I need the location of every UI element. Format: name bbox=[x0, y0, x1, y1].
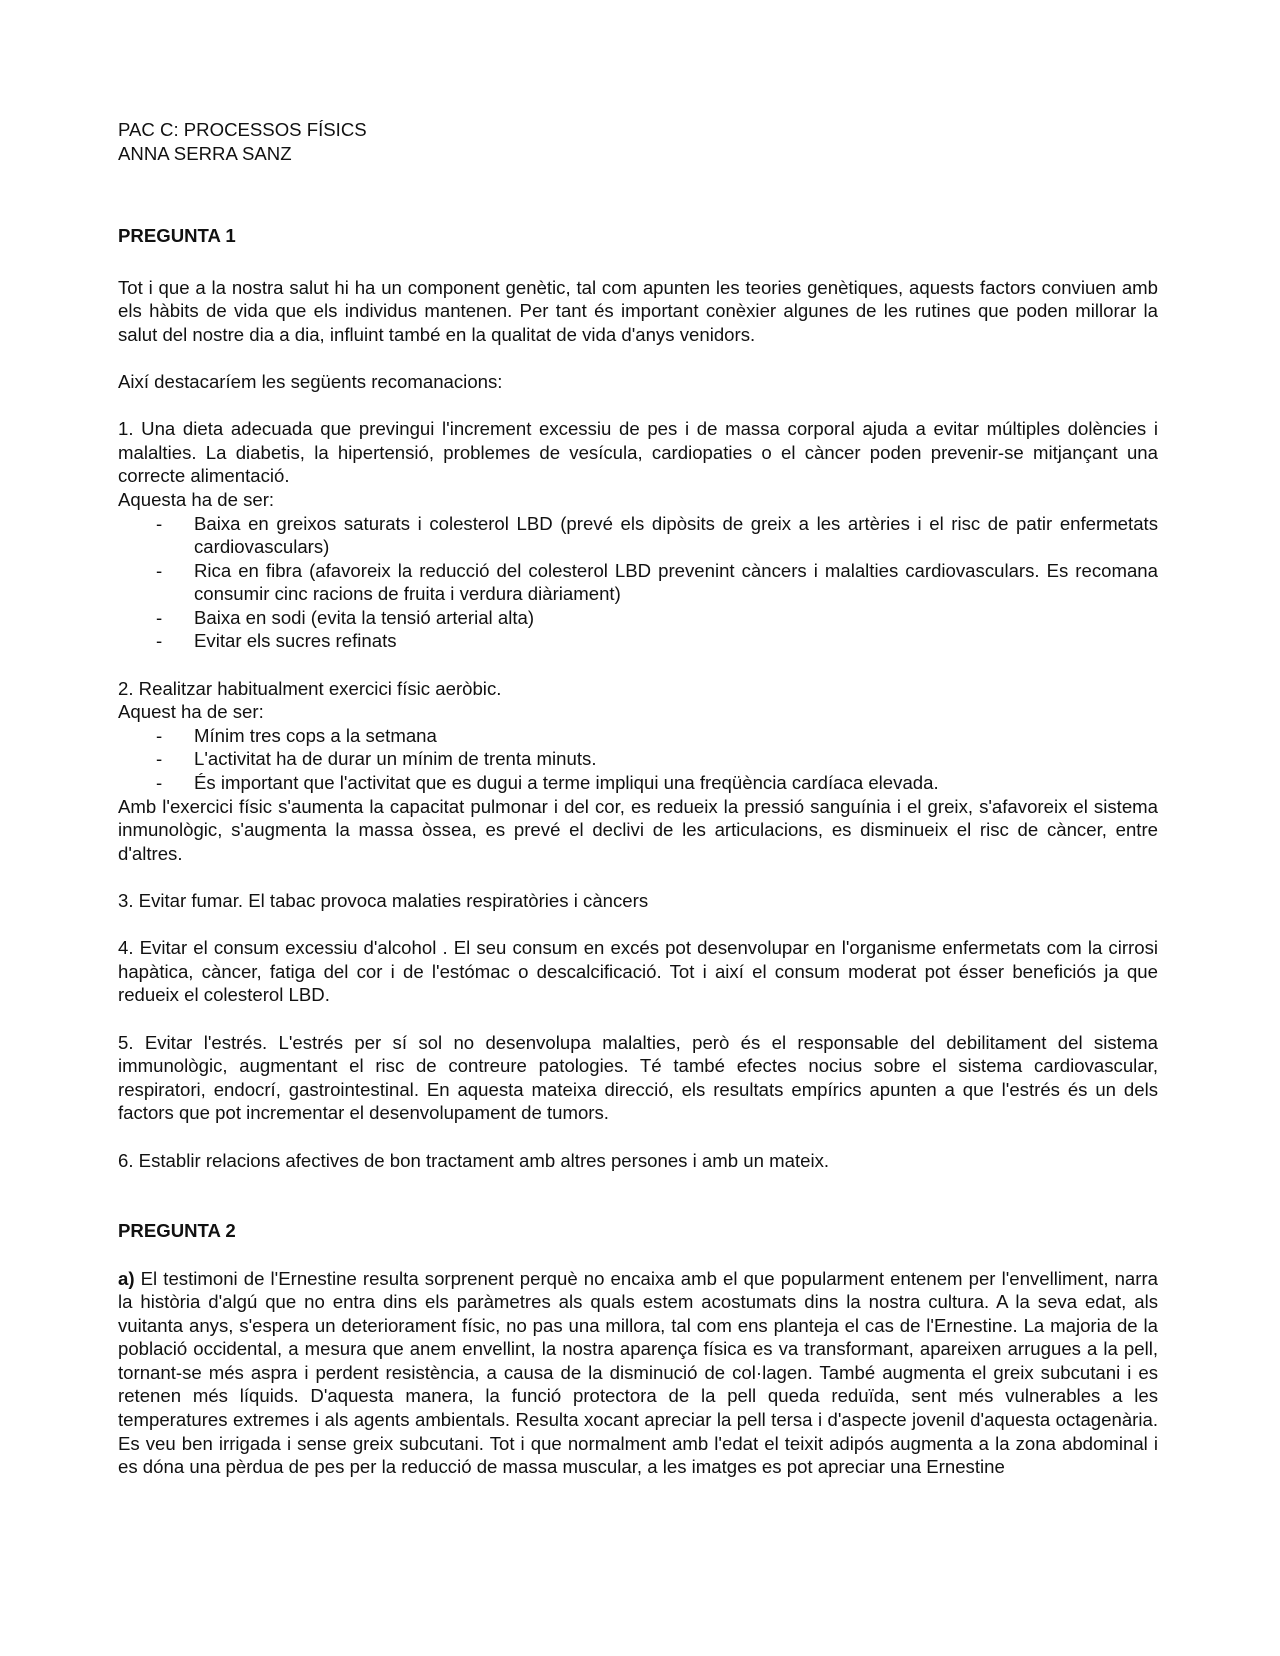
list-item-text: És important que l'activitat que es dugui a terme impliqui una freqüència cardíaca elevada. bbox=[194, 772, 939, 794]
dash-bullet-icon: - bbox=[156, 772, 163, 794]
recommendation-3: 3. Evitar fumar. El tabac provoca malaties respiratòries i càncers bbox=[118, 890, 649, 911]
recommendations-intro: Així destacaríem les següents recomanacions: bbox=[118, 370, 503, 392]
list-item-text: Baixa en greixos saturats i colesterol LBD (prevé els dipòsits de greix a les artèries i el risc de patir enfermetats cardiovasculars) bbox=[194, 512, 1158, 558]
list-item-text: L'activitat ha de durar un mínim de trenta minuts. bbox=[194, 748, 597, 770]
list-item-text: Mínim tres cops a la setmana bbox=[194, 724, 437, 746]
recommendation-2-list bbox=[118, 724, 1158, 795]
list-item-text: Baixa en sodi (evita la tensió arterial alta) bbox=[194, 606, 535, 628]
list-item bbox=[118, 724, 1158, 748]
dash-bullet-icon: - bbox=[156, 606, 163, 628]
recommendation-1-subtitle: Aquesta ha de ser: bbox=[118, 488, 275, 510]
list-item bbox=[118, 512, 1158, 559]
recommendation-4: 4. Evitar el consum excessiu d'alcohol . El seu consum en excés pot desenvolupar en l'organisme enfermetats com la cirrosi hapàtica, càncer, fatiga del cor i de l'estómac o descalcificació. Tot i així el consum moderat pot ésser beneficiós ja que redueix el colesterol LBD. bbox=[118, 937, 1158, 1006]
dash-bullet-icon: - bbox=[156, 630, 163, 652]
list-item bbox=[118, 629, 1158, 653]
question-1-heading: PREGUNTA 1 bbox=[118, 225, 236, 247]
recommendation-6: 6. Establir relacions afectives de bon tractament amb altres persones i amb un mateix. bbox=[118, 1149, 830, 1171]
dash-bullet-icon: - bbox=[156, 748, 163, 770]
list-item bbox=[118, 606, 1158, 630]
recommendation-2: 2. Realitzar habitualment exercici físic aeròbic. bbox=[118, 677, 502, 699]
question-2-heading: PREGUNTA 2 bbox=[118, 1220, 236, 1242]
author-name: ANNA SERRA SANZ bbox=[118, 142, 292, 164]
recommendation-2-subtitle: Aquest ha de ser: bbox=[118, 701, 264, 723]
list-item-text: Rica en fibra (afavoreix la reducció del colesterol LBD prevenint càncers i malalties cardiovasculars. Es recomana consumir cinc racions de fruita i verdura diàriament) bbox=[194, 559, 1158, 605]
answer-a-label: a) bbox=[118, 1267, 135, 1289]
list-item bbox=[118, 771, 1158, 795]
answer-a-text: El testimoni de l'Ernestine resulta sorprenent perquè no encaixa amb el que popularment entenem per l'envelliment, narra la història d'algú que no entra dins els paràmetres als quals estem acostumats dins la nostra cultura. A la seva edat, als vuitanta anys, s'espera un deteriorament físic, no pas una millora, tal com ens planteja el cas de l'Ernestine. La majoria de la població occidental, a mesura que anem envellint, la nostra aparença física es va transformant, apareixen arrugues a la pell, tornant-se més aspra i perdent resistència, a causa de la disminució de col·lagen. També augmenta el greix subcutani i es retenen més líquids. D'aquesta manera, la funció protectora de la pell queda reduïda, sent més vulnerables a les temperatures extremes i als agents ambientals. Resulta xocant apreciar la pell tersa i d'aspecte jovenil d'aquesta octagenària. Es veu ben irrigada i sense greix subcutani. Tot i que normalment amb l'edat el teixit adipós augmenta a la zona abdominal i es dóna una pèrdua de pes per la reducció de massa muscular, a les imatges es pot apreciar una Ernestine bbox=[118, 1267, 1158, 1478]
course-title: PAC C: PROCESSOS FÍSICS bbox=[118, 119, 367, 140]
q2-answer-a bbox=[118, 1267, 1158, 1479]
list-item bbox=[118, 559, 1158, 606]
list-item bbox=[118, 747, 1158, 771]
recommendation-1-list bbox=[118, 512, 1158, 654]
dash-bullet-icon: - bbox=[156, 724, 163, 746]
recommendation-1: 1. Una dieta adecuada que previngui l'increment excessiu de pes i de massa corporal ajuda a evitar múltiples dolències i malalties. La diabetis, la hipertensió, problemes de vesícula, cardiopaties o el càncer poden prevenir-se mitjançant una correcte alimentació. bbox=[118, 418, 1158, 487]
recommendation-5: 5. Evitar l'estrés. L'estrés per sí sol no desenvolupa malalties, però és el responsable del debilitament del sistema immunològic, augmentant el risc de contreure patologies. Té també efectes nocius sobre el sistema cardiovascular, respiratori, endocrí, gastrointestinal. En aquesta mateixa direcció, els resultats empírics apunten a que l'estrés és un dels factors que pot incrementar el desenvolupament de tumors. bbox=[118, 1031, 1158, 1124]
recommendation-2-explanation: Amb l'exercici físic s'aumenta la capacitat pulmonar i del cor, es redueix la pressió sanguínia i el greix, s'afavoreix el sistema inmunològic, s'augmenta la massa òssea, es prevé el declivi de les articulacions, es disminueix el risc de càncer, entre d'altres. bbox=[118, 795, 1158, 864]
q1-intro-paragraph: Tot i que a la nostra salut hi ha un component genètic, tal com apunten les teories genètiques, aquests factors conviuen amb els hàbits de vida que els individus mantenen. Per tant és important conèxier algunes de les rutines que poden millorar la salut del nostre dia a dia, influint també en la qualitat de vida d'anys venidors. bbox=[118, 276, 1158, 345]
document-body bbox=[118, 118, 1158, 1479]
list-item-text: Evitar els sucres refinats bbox=[194, 630, 397, 652]
dash-bullet-icon: - bbox=[156, 512, 163, 534]
dash-bullet-icon: - bbox=[156, 559, 163, 581]
